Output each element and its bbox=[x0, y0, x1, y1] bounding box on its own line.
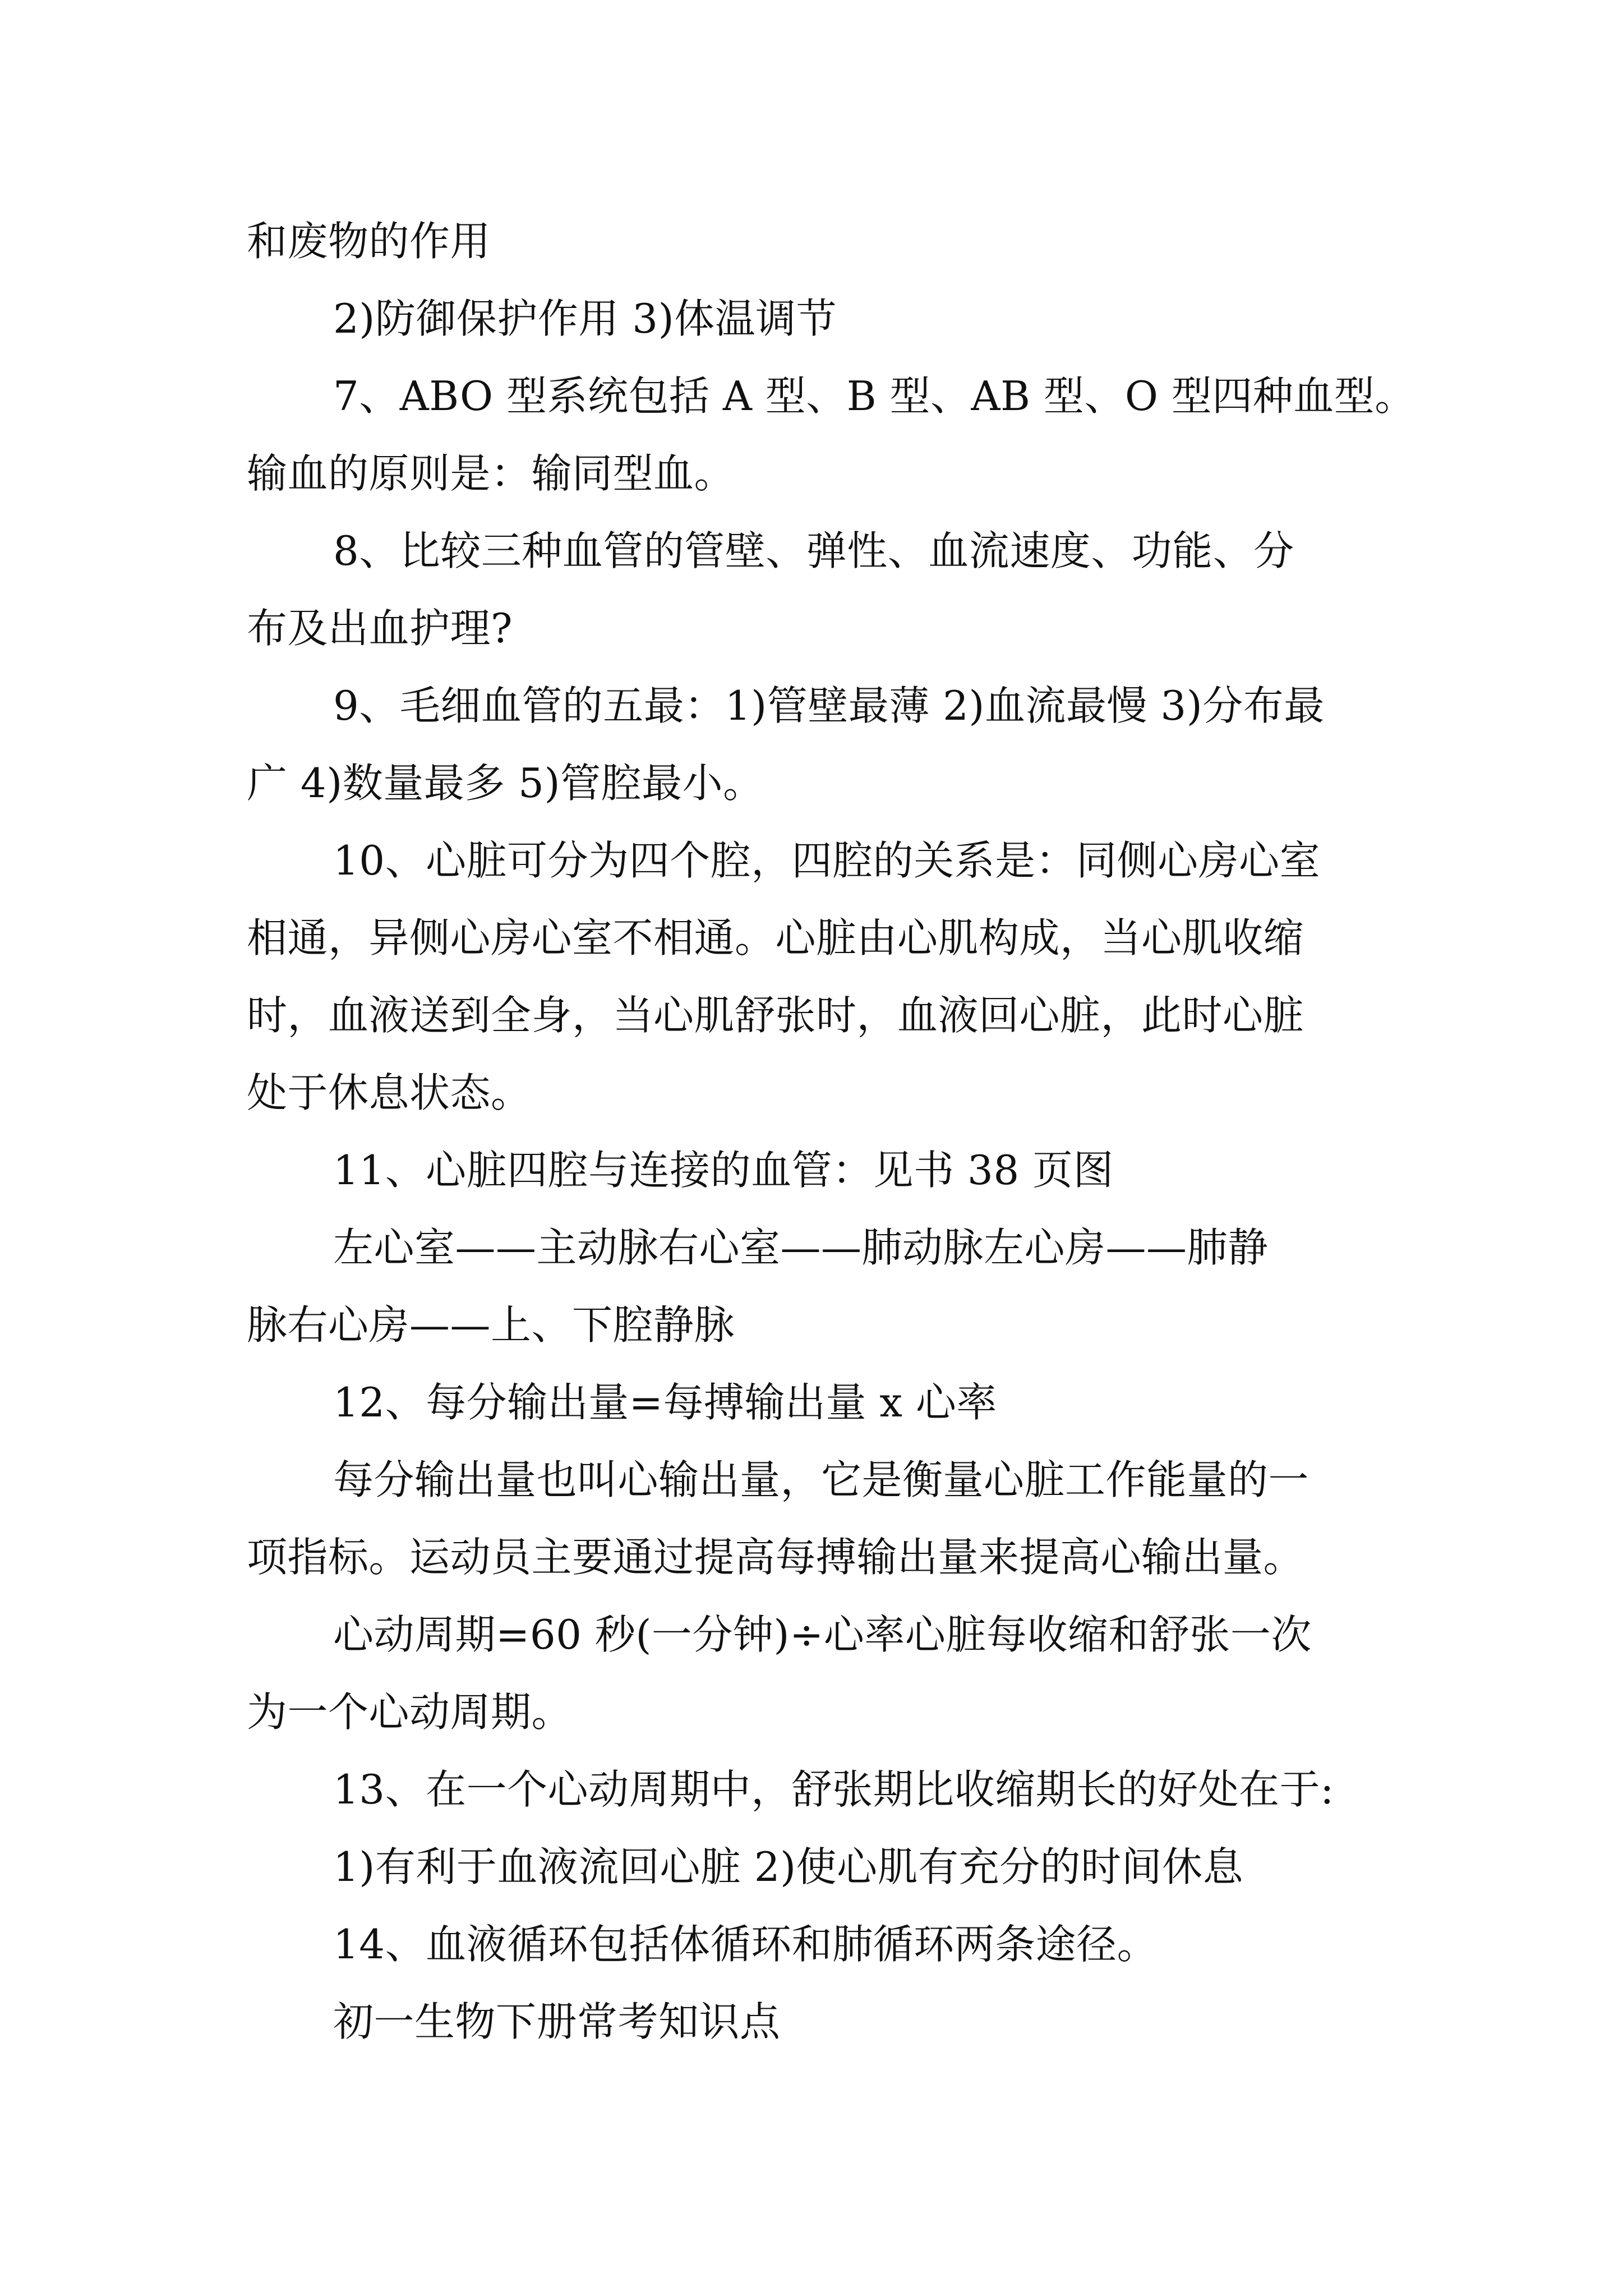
text-line-14: 左心室——主动脉右心室——肺动脉左心房——肺静 bbox=[333, 1224, 1269, 1271]
text-line-5: 8、比较三种血管的管壁、弹性、血流速度、功能、分 bbox=[333, 527, 1294, 574]
text-line-11: 时，血液送到全身，当心肌舒张时，血液回心脏，此时心脏 bbox=[247, 992, 1304, 1039]
text-line-18: 项指标。运动员主要通过提高每搏输出量来提高心输出量。 bbox=[247, 1534, 1304, 1581]
text-line-22: 1)有利于血液流回心脏 2)使心肌有充分的时间休息 bbox=[333, 1843, 1244, 1890]
text-line-9: 10、心脏可分为四个腔，四腔的关系是：同侧心房心室 bbox=[333, 837, 1321, 884]
text-line-6: 布及出血护理? bbox=[247, 605, 513, 652]
text-line-15: 脉右心房——上、下腔静脉 bbox=[247, 1301, 735, 1349]
text-line-7: 9、毛细血管的五最：1)管壁最薄 2)血流最慢 3)分布最 bbox=[333, 682, 1325, 729]
text-line-2: 2)防御保护作用 3)体温调节 bbox=[333, 295, 837, 342]
text-line-10: 相通，异侧心房心室不相通。心脏由心肌构成，当心肌收缩 bbox=[247, 914, 1304, 961]
text-line-21: 13、在一个心动周期中，舒张期比收缩期长的好处在于: bbox=[333, 1766, 1334, 1813]
text-line-24: 初一生物下册常考知识点 bbox=[333, 1998, 781, 2045]
text-line-19: 心动周期=60 秒(一分钟)÷心率心脏每收缩和舒张一次 bbox=[333, 1611, 1312, 1658]
text-line-3: 7、ABO 型系统包括 A 型、B 型、AB 型、O 型四种血型。 bbox=[333, 372, 1415, 420]
text-line-13: 11、心脏四腔与连接的血管：见书 38 页图 bbox=[333, 1147, 1114, 1194]
text-line-12: 处于休息状态。 bbox=[247, 1069, 532, 1116]
text-line-17: 每分输出量也叫心输出量，它是衡量心脏工作能量的一 bbox=[333, 1456, 1310, 1503]
text-line-1: 和废物的作用 bbox=[247, 218, 491, 265]
text-line-16: 12、每分输出量=每搏输出量 x 心率 bbox=[333, 1379, 997, 1426]
text-line-23: 14、血液循环包括体循环和肺循环两条途径。 bbox=[333, 1921, 1158, 1968]
text-line-4: 输血的原则是：输同型血。 bbox=[247, 450, 735, 497]
text-line-20: 为一个心动周期。 bbox=[247, 1688, 573, 1736]
text-line-8: 广 4)数量最多 5)管腔最小。 bbox=[247, 760, 764, 807]
